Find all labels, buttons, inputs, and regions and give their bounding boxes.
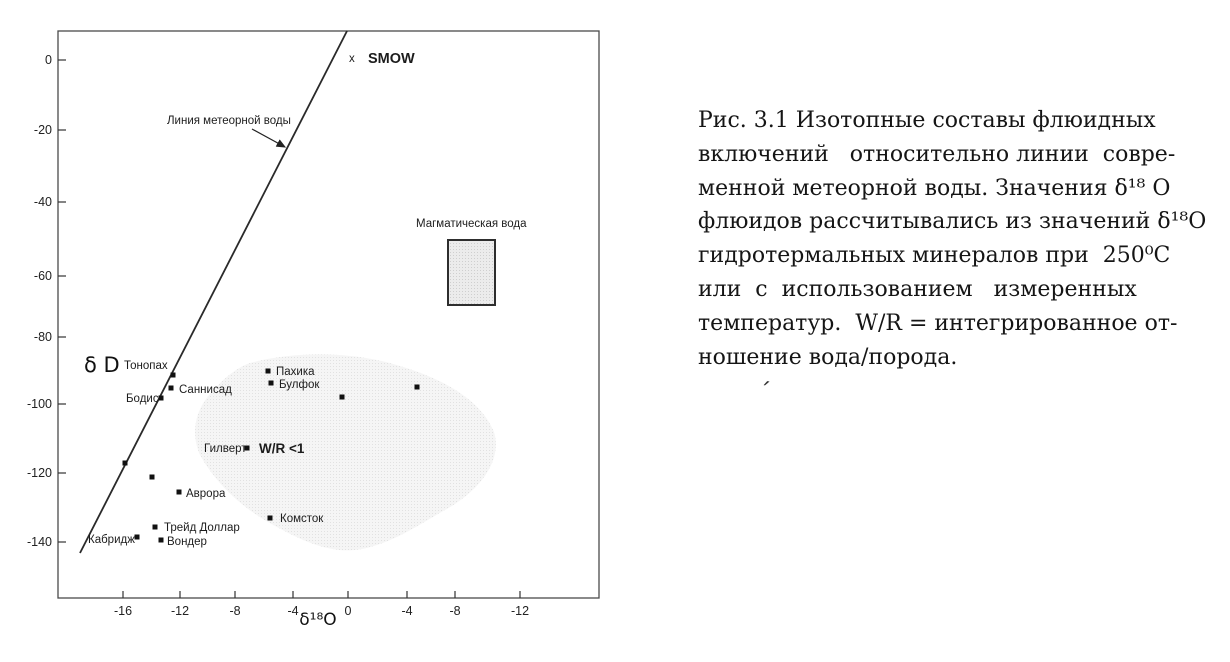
data-point-marker: [415, 385, 420, 390]
data-point-marker: [123, 461, 128, 466]
caption-line: или с использованием измеренных: [698, 276, 1137, 302]
y-axis-tick-label: -80: [33, 330, 52, 344]
y-axis-tick-label: -100: [26, 397, 52, 411]
y-axis-tick-label: 0: [45, 53, 52, 67]
caption-line: температур. W/R = интегрированное от-: [698, 310, 1178, 336]
data-point-label: Трейд Доллар: [164, 522, 240, 534]
x-axis-tick-label: -8: [229, 604, 241, 618]
data-point-label: Бодис: [126, 393, 159, 405]
data-point-marker: [266, 369, 271, 374]
data-point-marker: [153, 525, 158, 530]
data-point-marker: [269, 381, 274, 386]
stray-mark: ´: [756, 377, 772, 407]
data-point-label: Вондер: [167, 536, 207, 548]
data-point-label: Комсток: [280, 513, 324, 525]
caption-line: Рис. 3.1 Изотопные составы флюидных: [698, 108, 1156, 133]
data-point-marker: [135, 535, 140, 540]
data-point-marker: [171, 373, 176, 378]
caption-line: включений относительно линии совре-: [698, 141, 1176, 167]
meteoric-line-arrow: [252, 129, 285, 147]
x-axis-tick-label: -4: [287, 604, 299, 618]
x-axis-tick-label: 0: [344, 604, 352, 618]
x-axis-tick-label: -8: [449, 604, 461, 618]
caption-line: флюидов рассчитывались из значений δ¹⁸О: [698, 209, 1207, 235]
magmatic-water-label: Магматическая вода: [416, 218, 527, 230]
x-axis-tick-label: -16: [113, 604, 133, 618]
x-axis-tick-label: -4: [401, 604, 413, 618]
x-axis-tick-label: -12: [170, 604, 190, 618]
smow-x-marker: x: [349, 53, 355, 65]
data-point-label: Гилверт: [204, 443, 247, 455]
figure-caption: [698, 104, 1207, 374]
y-axis-tick-label: -40: [33, 195, 52, 209]
data-point-label: Тонопах: [124, 360, 168, 372]
data-point-marker: [159, 396, 164, 401]
y-axis-tick-label: -120: [26, 466, 52, 480]
x-axis-tick-label: -12: [510, 604, 530, 618]
magmatic-water-box: [448, 240, 495, 305]
data-point-marker: [268, 516, 273, 521]
data-point-marker: [340, 395, 345, 400]
y-axis-tick-label: -60: [33, 269, 52, 283]
caption-line: гидротермальных минералов при 250⁰С: [698, 243, 1171, 269]
x-axis-title: δ¹⁸O: [299, 610, 337, 630]
meteoric-line-label: Линия метеорной воды: [167, 115, 291, 127]
caption-line: менной метеорной воды. Значения δ¹⁸ О: [698, 175, 1171, 201]
data-point-marker: [159, 538, 164, 543]
data-point-marker: [177, 490, 182, 495]
data-point-label: Кабридж: [88, 534, 135, 546]
y-axis-tick-label: -20: [33, 123, 52, 137]
wr-ratio-annotation: W/R <1: [259, 441, 305, 456]
data-point-label: Пахика: [276, 366, 315, 378]
smow-label: SMOW: [368, 51, 415, 67]
data-point-label: Булфок: [279, 379, 320, 391]
data-point-marker: [150, 475, 155, 480]
y-axis-title: δ D: [84, 353, 120, 377]
y-axis-tick-label: -140: [26, 535, 52, 549]
data-point-marker: [169, 386, 174, 391]
caption-line: ношение вода/порода.: [698, 344, 958, 370]
data-point-label: Саннисад: [179, 384, 232, 396]
data-point-label: Аврора: [186, 488, 226, 500]
